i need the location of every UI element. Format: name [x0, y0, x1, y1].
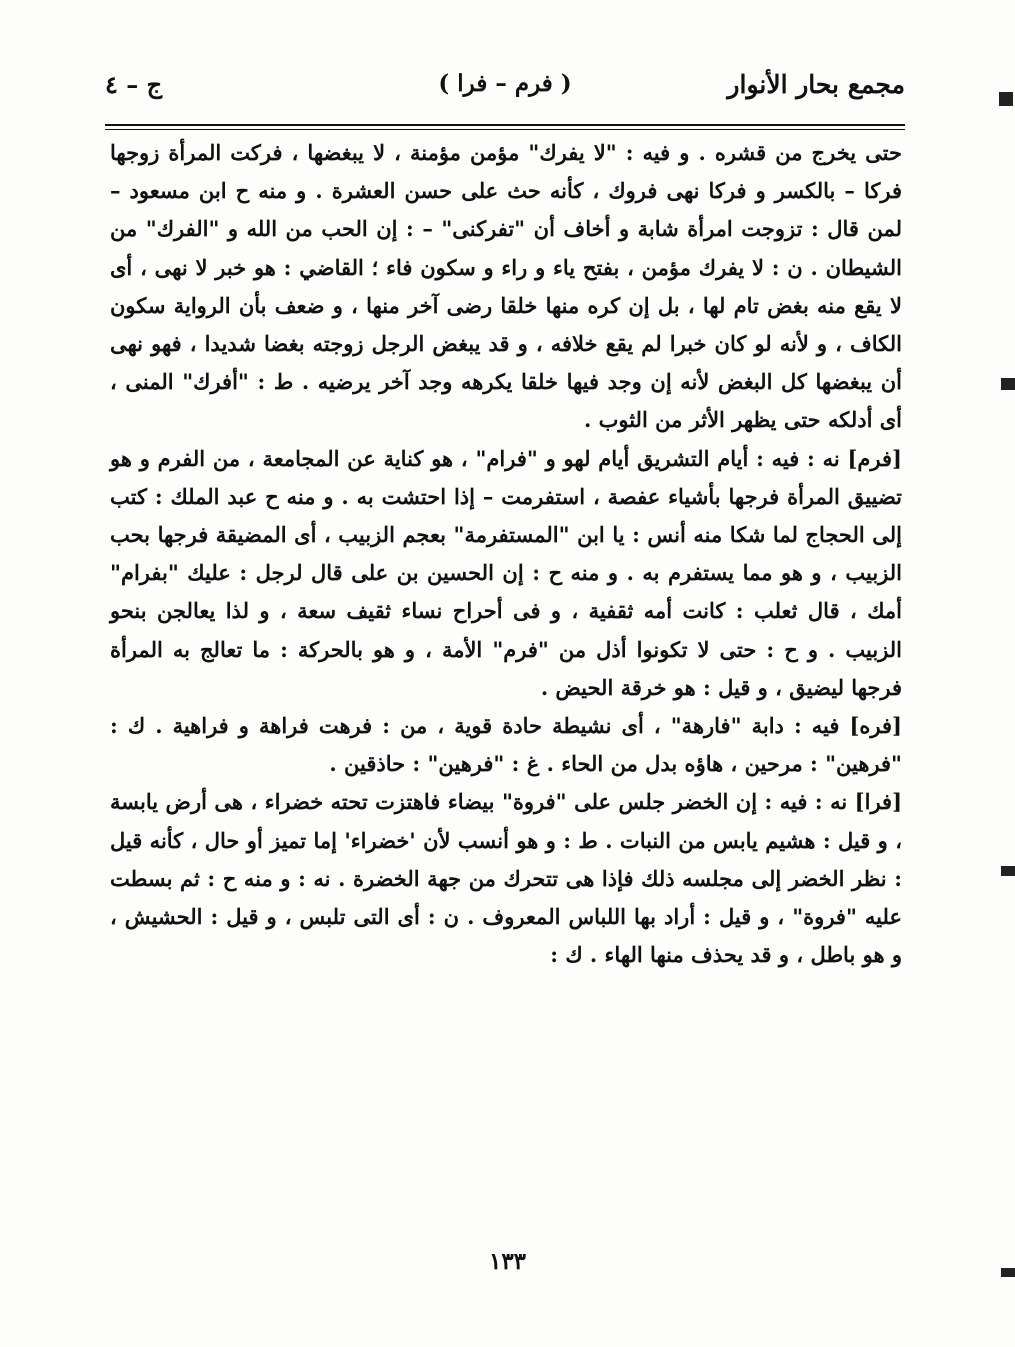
edge-mark — [1001, 866, 1015, 876]
entry-farm: [فرم] نه : فيه : أيام التشريق أيام لهو و "فرام" ، هو كناية عن المجامعة ، من الفرم و هو تضييق المرأة فرجها بأشياء عفصة ، استفرمت – إذا احتشت به . و منه ح عبد الملك : كتب إلى الحجاج لما شكا منه أنس : يا ابن "المستفرمة" بعجم الزبيب ، أى المضيقة فرجها بحب الزبيب ، و هو مما يستفرم به . و منه ح : إن الحسين بن على قال لرجل : عليك "بفرام" أمك ، قال ثعلب : كانت أمه ثقفية ، و فى أحراح نساء ثقيف سعة ، و لذا يعالجن بنحو الزبيب . و ح : حتى لا تكونوا أذل من "فرم" الأمة ، و هو بالحركة : ما تعالج به المرأة فرجها ليضيق ، و قيل : هو خرقة الحيض . — [110, 445, 902, 700]
dictionary-body — [110, 134, 902, 974]
running-header — [105, 70, 905, 110]
header-rule-thin — [105, 129, 905, 130]
paragraph-continuation: حتى يخرج من قشره . و فيه : "لا يفرك" مؤمن مؤمنة ، لا يبغضها ، فركت المرأة زوجها فركا – بالكسر و فركا نهى فروك ، كأنه حث على حسن العشرة . و منه ح ابن مسعود – لمن قال : تزوجت امرأة شابة و أخاف أن "تفركنى" – : إن الحب من الله و "الفرك" من الشيطان . ن : لا يفرك مؤمن ، بفتح ياء و راء و سكون فاء ؛ القاضي : هو خبر لا نهى ، أى لا يقع منه بغض تام لها ، بل إن كره منها خلقا رضى آخر منها ، و ضعف بأن الرواية سكون الكاف ، و لأنه لو كان خبرا لم يقع خلافه ، و قد يبغض الرجل زوجته بغضا شديدا ، فهو نهى أن يبغضها كل البغض لأنه إن وجد فيها خلقا يكرهه وجد آخر يرضيه . ط : "أفرك" المنى ، أى أدلكه حتى يظهر الأثر من الثوب . — [110, 140, 902, 433]
book-title: مجمع بحار الأنوار — [727, 70, 905, 99]
edge-mark — [1001, 378, 1015, 390]
scan-edge-marks — [985, 0, 1015, 1347]
edge-mark — [999, 92, 1013, 106]
volume-number: ج – ٤ — [105, 70, 163, 99]
entry-farh: [فره] فيه : دابة "فارهة" ، أى نشيطة حادة قوية ، من : فرهت فراهة و فراهية . ك : "فرهين" : مرحين ، هاؤه بدل من الحاء . غ : "فرهين" : حاذقين . — [110, 713, 902, 777]
page-number: ١٣٣ — [488, 1248, 527, 1275]
edge-mark — [1001, 1268, 1015, 1277]
header-rule — [105, 124, 905, 126]
entry-range: ( فرم – فرا ) — [438, 70, 572, 97]
entry-fara: [فرا] نه : فيه : إن الخضر جلس على "فروة" بيضاء فاهتزت تحته خضراء ، هى أرض يابسة ، و قيل : هشيم يابس من النبات . ط : و هو أنسب لأن 'خضراء' إما تميز أو حال ، كأنه قيل : نظر الخضر إلى مجلسه ذلك فإذا هى تتحرك من جهة الخضرة . نه : و منه ح : ثم بسطت عليه "فروة" ، و قيل : أراد بها اللباس المعروف . ن : أى التى تلبس ، و قيل : الحشيش ، و هو باطل ، و قد يحذف منها الهاء . ك : — [110, 789, 902, 968]
